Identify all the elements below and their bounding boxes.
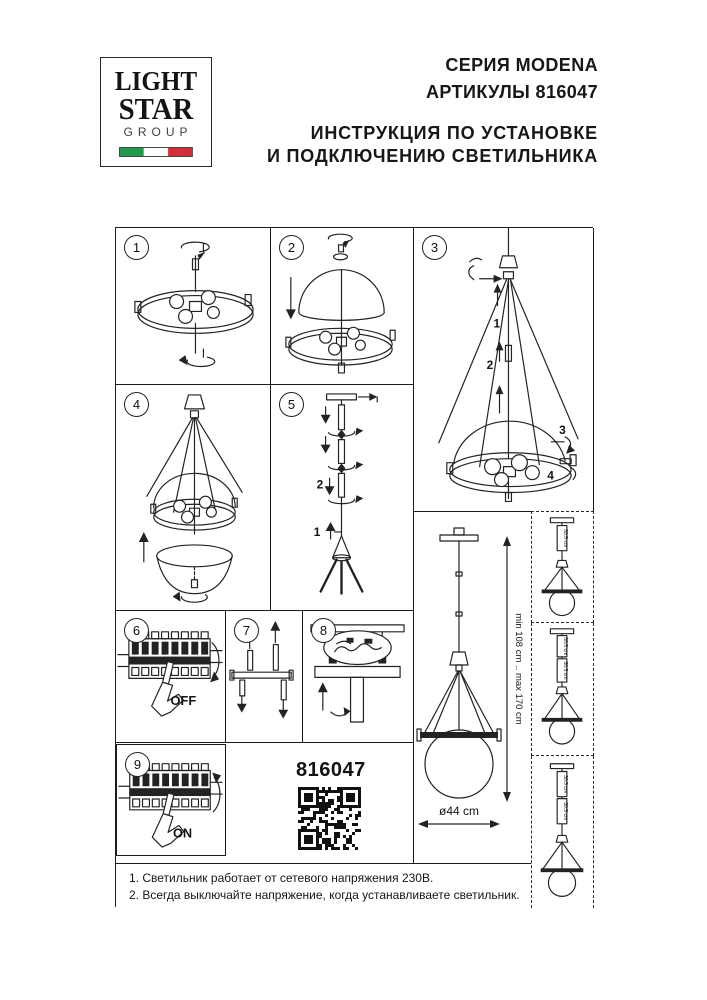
down-arrow-icon bbox=[278, 700, 288, 719]
pendant-hanging-drawing bbox=[414, 228, 593, 509]
up-arrow-icon bbox=[270, 621, 280, 643]
on-label: ON bbox=[172, 825, 193, 841]
panel-step-9 bbox=[116, 744, 226, 856]
logo-group-text: GROUP bbox=[123, 125, 193, 139]
ceiling-plate bbox=[327, 394, 357, 400]
rotate-arrow-icon bbox=[331, 707, 351, 716]
down-arrow-icon bbox=[321, 407, 331, 424]
rotate-arrow-icon bbox=[179, 349, 215, 366]
off-label: OFF bbox=[170, 693, 197, 709]
panel-number: 3 bbox=[422, 235, 447, 260]
rod-assembly-drawing bbox=[271, 385, 413, 609]
notes-section bbox=[116, 863, 531, 908]
italian-flag-icon bbox=[101, 144, 211, 162]
panel-number: 2 bbox=[279, 235, 304, 260]
step-arrows bbox=[487, 284, 504, 413]
side-screws bbox=[547, 423, 575, 483]
panel-step-6 bbox=[116, 611, 226, 743]
cone-hub bbox=[450, 652, 468, 665]
down-arrow-icon bbox=[237, 696, 247, 713]
config-panel-a bbox=[531, 511, 594, 623]
panel-step-7 bbox=[226, 611, 303, 743]
note-line-2: 2. Всегда выключайте напряжение, когда устанавливаете светильник. bbox=[129, 887, 520, 902]
bowl-mounting-drawing bbox=[116, 385, 270, 610]
articles-title: АРТИКУЛЫ 816047 bbox=[426, 82, 598, 102]
down-arrow-icon bbox=[286, 278, 296, 320]
ceiling-canopy bbox=[185, 395, 205, 409]
diameter-label: ø44 cm bbox=[438, 804, 480, 818]
hook-and-arrow bbox=[469, 258, 503, 282]
pendant-rod bbox=[351, 677, 364, 722]
suspension-wires bbox=[424, 671, 494, 736]
panel-step-4 bbox=[116, 385, 271, 611]
panel-step-3 bbox=[414, 228, 594, 511]
mini-pendant bbox=[532, 756, 593, 903]
up-arrow-icon bbox=[318, 682, 328, 710]
header-titles bbox=[267, 52, 598, 168]
lightstar-logo bbox=[100, 57, 212, 167]
logo-light-text: LIGHT bbox=[114, 66, 198, 96]
rod-length-label: 30.5 cm bbox=[561, 774, 568, 794]
step-number: 1 bbox=[313, 524, 321, 539]
panel-number: 6 bbox=[124, 618, 149, 643]
mounting-bracket bbox=[230, 670, 293, 680]
diameter-arrow bbox=[418, 820, 500, 828]
right-arrow-icon bbox=[358, 393, 377, 402]
series-title: СЕРИЯ MODENA bbox=[445, 55, 598, 75]
mini-pendant bbox=[532, 623, 593, 752]
panel-step-8 bbox=[303, 611, 414, 743]
config-panel-b bbox=[531, 623, 594, 756]
glass-globe bbox=[549, 590, 574, 615]
rotate-arrow-icon bbox=[329, 495, 364, 503]
ceiling-canopy bbox=[500, 256, 518, 268]
panel-step-1 bbox=[116, 228, 271, 385]
rod-length-label: 30.5 cm bbox=[561, 802, 568, 821]
glass-globe bbox=[425, 730, 493, 798]
logo-star-text: STAR bbox=[118, 91, 194, 126]
step-number: 4 bbox=[547, 468, 554, 483]
mounting-plate bbox=[315, 666, 400, 677]
instruction-title-line1: ИНСТРУКЦИЯ ПО УСТАНОВКЕ bbox=[310, 123, 598, 143]
rod-length-label: 30.5 cm bbox=[561, 661, 568, 680]
rotate-arrow-icon bbox=[329, 428, 364, 436]
glass-globe bbox=[548, 869, 575, 896]
panel-number: 4 bbox=[124, 392, 149, 417]
rod-length-label: 30.5 cm bbox=[561, 529, 568, 548]
light-bulbs bbox=[320, 327, 366, 355]
ring-hoop bbox=[447, 453, 576, 493]
glass-globe bbox=[549, 719, 574, 744]
pendant-lamp-side-view bbox=[414, 512, 531, 864]
panel-number: 1 bbox=[124, 235, 149, 260]
rod-length-label: 30.5 cm bbox=[561, 637, 568, 656]
step-number: 3 bbox=[559, 422, 566, 437]
up-arrow-icon bbox=[139, 532, 149, 562]
rotate-arrow-icon bbox=[329, 461, 364, 469]
panel-step-2 bbox=[271, 228, 414, 385]
panel-number: 7 bbox=[234, 618, 259, 643]
step-number: 1 bbox=[493, 316, 501, 331]
article-code: 816047 bbox=[296, 759, 366, 781]
ring-bar bbox=[417, 729, 501, 741]
rotate-arrow-icon bbox=[328, 234, 352, 260]
step-number: 2 bbox=[486, 358, 494, 373]
panel-number: 9 bbox=[125, 752, 150, 777]
step-number: 2 bbox=[316, 477, 324, 492]
dome bbox=[299, 270, 384, 321]
up-arrow-icon bbox=[326, 522, 342, 539]
note-line-1: 1. Светильник работает от сетевого напряжения 230В. bbox=[129, 871, 434, 885]
curved-arrow-icon bbox=[212, 772, 221, 811]
panel-number: 5 bbox=[279, 392, 304, 417]
height-dimension-arrow bbox=[503, 536, 511, 802]
height-dimension-label: min 108 cm .. max 170 cm bbox=[513, 613, 524, 725]
qr-code bbox=[298, 787, 361, 850]
instruction-grid bbox=[115, 227, 593, 907]
instruction-title-line2: И ПОДКЛЮЧЕНИЮ СВЕТИЛЬНИКА bbox=[267, 146, 598, 166]
dimensions-panel bbox=[414, 511, 531, 863]
config-panel-c bbox=[531, 756, 594, 908]
pendant-rod bbox=[338, 405, 346, 497]
down-arrow-icon bbox=[321, 437, 331, 454]
article-qr-area bbox=[226, 743, 414, 863]
panel-step-5 bbox=[271, 385, 414, 611]
panel-number: 8 bbox=[311, 618, 336, 643]
mini-pendant bbox=[532, 512, 593, 620]
down-arrow-icon bbox=[325, 478, 335, 495]
ceiling-plate bbox=[440, 535, 478, 541]
tripod-finial bbox=[321, 536, 363, 594]
